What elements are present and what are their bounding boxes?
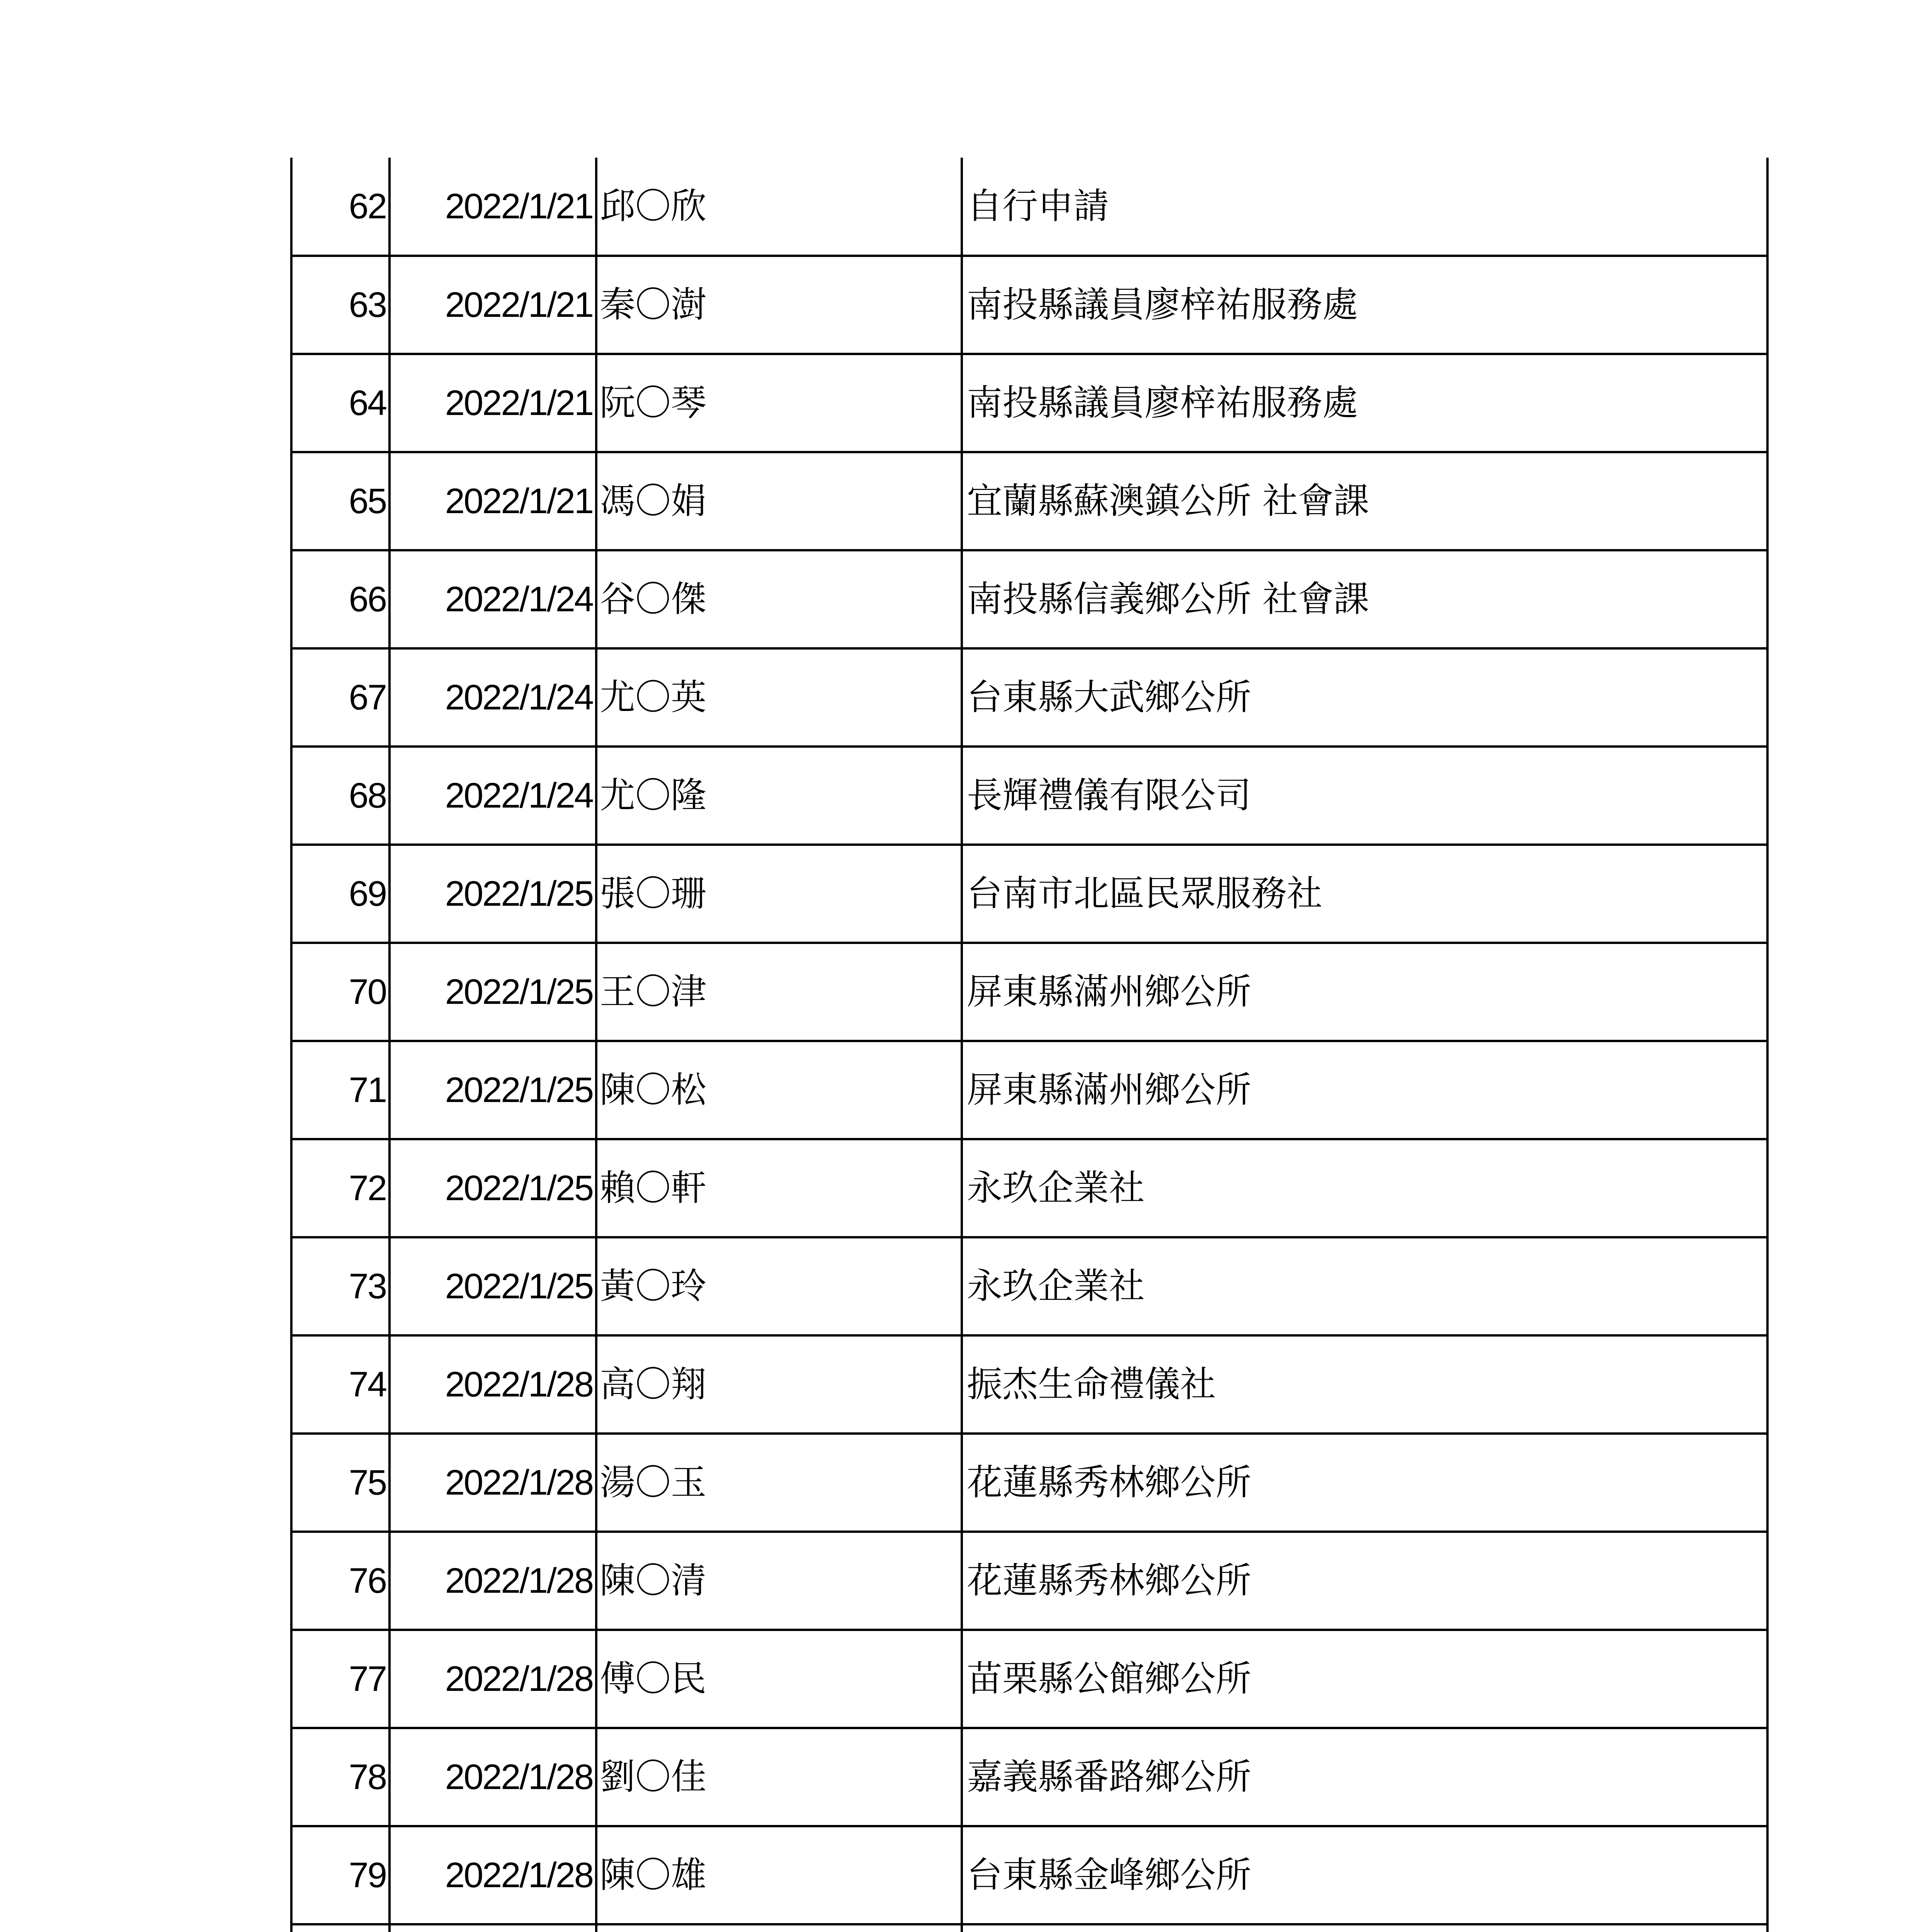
unit-cell: 振杰生命禮儀社 (962, 1335, 1767, 1434)
date-cell: 2022/1/21 (390, 256, 596, 354)
row-number-cell: 72 (291, 1139, 390, 1237)
row-number-cell: 65 (291, 452, 390, 550)
table-row (291, 1532, 1767, 1630)
row-number-cell: 71 (291, 1041, 390, 1139)
unit-cell: 台東縣大武鄉公所 (962, 648, 1767, 747)
table-row (291, 1630, 1767, 1728)
table-row (291, 1237, 1767, 1335)
name-cell: 阮〇琴 (596, 354, 962, 452)
table-row (291, 943, 1767, 1041)
unit-cell: 苗栗縣公館鄉公所 (962, 1630, 1767, 1728)
table-row (291, 1335, 1767, 1434)
row-number-cell: 63 (291, 256, 390, 354)
unit-cell: 屏東縣滿州鄉公所 (962, 1041, 1767, 1139)
date-cell: 2022/1/25 (390, 1237, 596, 1335)
table-row (291, 747, 1767, 845)
name-cell: 谷〇傑 (596, 550, 962, 648)
row-number-cell: 62 (291, 158, 390, 256)
row-number-cell: 66 (291, 550, 390, 648)
date-cell: 2022/1/28 (390, 1532, 596, 1630)
table-row (291, 1826, 1767, 1924)
date-cell: 2022/1/25 (390, 845, 596, 943)
row-number-cell: 76 (291, 1532, 390, 1630)
table-row (291, 648, 1767, 747)
unit-cell: 屏東縣滿州鄉公所 (962, 943, 1767, 1041)
date-cell: 2022/1/24 (390, 648, 596, 747)
table-row (291, 354, 1767, 452)
row-number-cell: 77 (291, 1630, 390, 1728)
date-cell: 2022/1/28 (390, 1728, 596, 1826)
date-cell: 2022/1/25 (390, 1139, 596, 1237)
date-cell: 2022/1/25 (390, 1041, 596, 1139)
date-cell: 2022/1/28 (390, 1434, 596, 1532)
name-cell: 陳〇松 (596, 1041, 962, 1139)
row-number-cell: 67 (291, 648, 390, 747)
table-row (291, 1924, 1767, 1932)
date-cell: 2022/1/21 (390, 354, 596, 452)
unit-cell (962, 1924, 1767, 1932)
unit-cell: 花蓮縣秀林鄉公所 (962, 1434, 1767, 1532)
row-number-cell: 64 (291, 354, 390, 452)
date-cell (390, 1924, 596, 1932)
unit-cell: 宜蘭縣蘇澳鎮公所 社會課 (962, 452, 1767, 550)
date-cell: 2022/1/24 (390, 550, 596, 648)
name-cell: 邱〇欣 (596, 158, 962, 256)
name-cell: 高〇翔 (596, 1335, 962, 1434)
record-table (290, 158, 1769, 1932)
date-cell: 2022/1/28 (390, 1630, 596, 1728)
row-number-cell: 78 (291, 1728, 390, 1826)
row-number-cell: 69 (291, 845, 390, 943)
table-row (291, 1728, 1767, 1826)
table-row (291, 452, 1767, 550)
name-cell: 黃〇玲 (596, 1237, 962, 1335)
name-cell: 陳〇清 (596, 1532, 962, 1630)
table-row (291, 1041, 1767, 1139)
name-cell: 尤〇英 (596, 648, 962, 747)
unit-cell: 永玖企業社 (962, 1237, 1767, 1335)
date-cell: 2022/1/21 (390, 452, 596, 550)
date-cell: 2022/1/28 (390, 1826, 596, 1924)
name-cell: 傅〇民 (596, 1630, 962, 1728)
row-number-cell: 73 (291, 1237, 390, 1335)
unit-cell: 台南市北區民眾服務社 (962, 845, 1767, 943)
row-number-cell: 75 (291, 1434, 390, 1532)
name-cell: 王〇津 (596, 943, 962, 1041)
name-cell: 劉〇佳 (596, 1728, 962, 1826)
record-table-body (291, 158, 1767, 1932)
table-row (291, 1139, 1767, 1237)
row-number-cell: 68 (291, 747, 390, 845)
name-cell: 尤〇隆 (596, 747, 962, 845)
unit-cell: 南投縣信義鄉公所 社會課 (962, 550, 1767, 648)
table-row (291, 158, 1767, 256)
table-row (291, 550, 1767, 648)
unit-cell: 台東縣金峰鄉公所 (962, 1826, 1767, 1924)
unit-cell: 南投縣議員廖梓祐服務處 (962, 256, 1767, 354)
date-cell: 2022/1/21 (390, 158, 596, 256)
name-cell: 秦〇澍 (596, 256, 962, 354)
unit-cell: 花蓮縣秀林鄉公所 (962, 1532, 1767, 1630)
row-number-cell (291, 1924, 390, 1932)
unit-cell: 自行申請 (962, 158, 1767, 256)
name-cell: 馮〇娟 (596, 452, 962, 550)
name-cell (596, 1924, 962, 1932)
table-row (291, 845, 1767, 943)
unit-cell: 嘉義縣番路鄉公所 (962, 1728, 1767, 1826)
unit-cell: 南投縣議員廖梓祐服務處 (962, 354, 1767, 452)
date-cell: 2022/1/24 (390, 747, 596, 845)
name-cell: 湯〇玉 (596, 1434, 962, 1532)
date-cell: 2022/1/25 (390, 943, 596, 1041)
row-number-cell: 74 (291, 1335, 390, 1434)
table-row (291, 1434, 1767, 1532)
unit-cell: 長輝禮儀有限公司 (962, 747, 1767, 845)
unit-cell: 永玖企業社 (962, 1139, 1767, 1237)
name-cell: 陳〇雄 (596, 1826, 962, 1924)
name-cell: 張〇珊 (596, 845, 962, 943)
table-row (291, 256, 1767, 354)
name-cell: 賴〇軒 (596, 1139, 962, 1237)
row-number-cell: 79 (291, 1826, 390, 1924)
date-cell: 2022/1/28 (390, 1335, 596, 1434)
row-number-cell: 70 (291, 943, 390, 1041)
